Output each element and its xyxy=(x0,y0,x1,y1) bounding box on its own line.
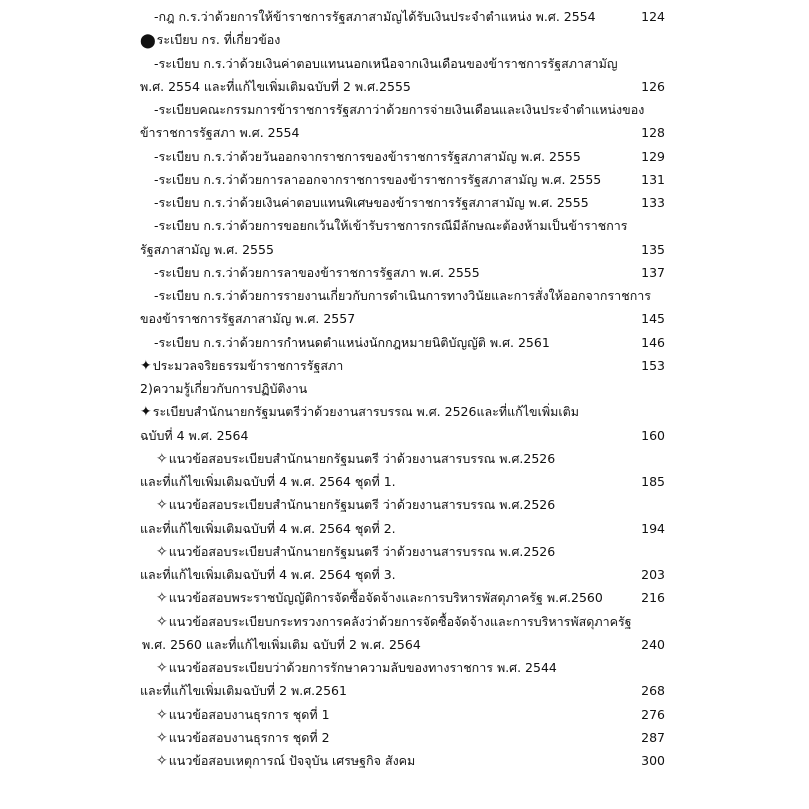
toc-entry-page-number: 145 xyxy=(641,311,665,327)
toc-entry-page-number: 268 xyxy=(641,683,665,699)
toc-entry xyxy=(0,5,809,28)
toc-entry-label: 2)ความรู้เกี่ยวกับการปฏิบัติงาน xyxy=(140,381,308,396)
toc-entry-text xyxy=(156,610,632,634)
toc-entry-page-number: 216 xyxy=(641,590,665,606)
toc-entry-label: -ระเบียบ ก.ร.ว่าด้วยการรายงานเกี่ยวกับการดำเนินการทางวินัยและการสั่งให้ออกจากราชการ xyxy=(154,288,651,303)
toc-entry-text xyxy=(140,121,299,144)
toc-entry-page-number: 133 xyxy=(641,195,665,210)
toc-entry-text xyxy=(140,307,355,330)
toc-entry xyxy=(0,726,809,749)
toc-entry xyxy=(0,470,809,493)
toc-entry-label: พ.ศ. 2560 และที่แก้ไขเพิ่มเติม ฉบับที่ 2 พ.ศ. 2564 xyxy=(142,636,421,652)
toc-entry-label: แนวข้อสอบระเบียบสำนักนายกรัฐมนตรี ว่าด้วยงานสารบรรณ พ.ศ.2526 xyxy=(168,450,556,466)
four-point-star-outline-icon: ✧ xyxy=(156,543,168,560)
toc-entry-text xyxy=(154,52,618,75)
toc-entry-page-number: 240 xyxy=(641,636,665,652)
toc-entry-page-number: 131 xyxy=(641,171,665,187)
toc-entry-text xyxy=(156,493,555,517)
toc-entry xyxy=(0,563,809,586)
toc-entry-page-number: 146 xyxy=(641,334,665,350)
toc-entry xyxy=(0,633,809,656)
toc-entry xyxy=(0,610,809,633)
toc-entry xyxy=(0,284,809,307)
bullet-dot-icon: ⬤ xyxy=(140,33,156,50)
toc-entry-text xyxy=(140,28,280,52)
toc-entry xyxy=(0,703,809,726)
four-point-star-outline-icon: ✧ xyxy=(156,729,168,746)
toc-entry-page-number: 300 xyxy=(641,753,665,768)
toc-entry-text xyxy=(156,540,555,564)
toc-entry-page-number: 276 xyxy=(641,706,665,722)
toc-entry-page-number: 137 xyxy=(641,264,665,280)
toc-entry-label: และที่แก้ไขเพิ่มเติมฉบับที่ 4 พ.ศ. 2564 ชุดที่ 3. xyxy=(140,567,396,582)
toc-entry xyxy=(0,307,809,330)
toc-entry-text xyxy=(156,447,555,471)
toc-entry-text xyxy=(154,214,628,237)
toc-entry-label: -ระเบียบคณะกรรมการข้าราชการรัฐสภาว่าด้วยการจ่ายเงินเดือนและเงินประจำตำแหน่งของ xyxy=(154,102,645,117)
toc-entry-text xyxy=(154,261,480,284)
toc-entry xyxy=(0,400,809,423)
toc-entry-text xyxy=(154,145,581,168)
toc-entry-page-number: 287 xyxy=(641,729,665,745)
toc-entry-text xyxy=(140,238,274,261)
toc-entry-text xyxy=(140,679,347,702)
toc-entry-label: ฉบับที่ 4 พ.ศ. 2564 xyxy=(140,427,249,443)
toc-entry xyxy=(0,145,809,168)
toc-entry xyxy=(0,517,809,540)
toc-entry-page-number: 185 xyxy=(641,474,665,489)
four-point-star-outline-icon: ✧ xyxy=(156,706,168,723)
toc-entry-page-number: 160 xyxy=(641,427,665,443)
toc-entry xyxy=(0,75,809,98)
toc-entry-label: ข้าราชการรัฐสภา พ.ศ. 2554 xyxy=(140,125,300,141)
toc-entry-page-number: 128 xyxy=(641,125,665,141)
toc-entry-text xyxy=(154,98,644,121)
toc-entry xyxy=(0,493,809,516)
toc-entry xyxy=(0,52,809,75)
toc-entry xyxy=(0,168,809,191)
toc-entry-text xyxy=(154,284,651,307)
toc-entry-label: แนวข้อสอบระเบียบกระทรวงการคลังว่าด้วยการจัดซื้อจัดจ้างและการบริหารพัสดุภาครัฐ xyxy=(168,613,632,629)
toc-entry-label: -ระเบียบ ก.ร.ว่าด้วยการลาของข้าราชการรัฐสภา พ.ศ. 2555 xyxy=(154,264,480,280)
toc-entry xyxy=(0,447,809,470)
toc-entry xyxy=(0,261,809,284)
toc-entry xyxy=(0,749,809,772)
toc-entry xyxy=(0,354,809,377)
toc-entry-label: แนวข้อสอบระเบียบสำนักนายกรัฐมนตรี ว่าด้วยงานสารบรรณ พ.ศ.2526 xyxy=(168,497,556,513)
toc-entry xyxy=(0,121,809,144)
toc-entry-label: รัฐสภาสามัญ พ.ศ. 2555 xyxy=(140,241,274,257)
toc-entry xyxy=(0,191,809,214)
toc-entry-text xyxy=(140,424,248,447)
toc-entry-text xyxy=(154,5,596,28)
toc-entry xyxy=(0,586,809,609)
toc-entry-text xyxy=(156,726,330,750)
toc-entry-label: -กฎ ก.ร.ว่าด้วยการให้ข้าราชการรัฐสภาสามัญได้รับเงินประจำตำแหน่ง พ.ศ. 2554 xyxy=(154,9,596,24)
toc-entry-label: แนวข้อสอบระเบียบสำนักนายกรัฐมนตรี ว่าด้วยงานสารบรรณ พ.ศ.2526 xyxy=(168,543,556,559)
toc-entry-text xyxy=(154,191,589,214)
toc-entry-label: ประมวลจริยธรรมข้าราชการรัฐสภา xyxy=(152,357,344,373)
toc-entry-label: -ระเบียบ ก.ร.ว่าด้วยการกำหนดตำแหน่งนักกฎหมายนิติบัญญัติ พ.ศ. 2561 xyxy=(154,334,550,350)
toc-entry-label: ของข้าราชการรัฐสภาสามัญ พ.ศ. 2557 xyxy=(140,311,356,327)
toc-entry-text xyxy=(156,586,603,610)
toc-entry-label: แนวข้อสอบงานธุรการ ชุดที่ 2 xyxy=(168,729,330,745)
four-point-star-outline-icon: ✧ xyxy=(156,660,168,676)
toc-entry-label: -ระเบียบ ก.ร.ว่าด้วยวันออกจากราชการของข้าราชการรัฐสภาสามัญ พ.ศ. 2555 xyxy=(154,148,581,164)
four-point-star-outline-icon: ✧ xyxy=(156,450,168,467)
toc-entry-text xyxy=(140,517,396,540)
toc-entry xyxy=(0,377,809,400)
toc-entry-text xyxy=(140,400,579,424)
toc-entry-text xyxy=(154,168,601,191)
toc-entry-text xyxy=(156,703,330,727)
toc-entry-page-number: 194 xyxy=(641,520,665,536)
toc-entry xyxy=(0,424,809,447)
toc-entry-label: และที่แก้ไขเพิ่มเติมฉบับที่ 4 พ.ศ. 2564 ชุดที่ 2. xyxy=(140,520,396,536)
toc-entry-page-number: 203 xyxy=(641,567,665,582)
toc-entry-page-number: 129 xyxy=(641,148,665,164)
toc-entry xyxy=(0,331,809,354)
toc-entry-page-number: 153 xyxy=(641,357,665,373)
toc-entry xyxy=(0,540,809,563)
toc-entry-text xyxy=(140,470,396,493)
toc-entry-label: และที่แก้ไขเพิ่มเติมฉบับที่ 2 พ.ศ.2561 xyxy=(140,683,347,699)
four-point-star-outline-icon: ✧ xyxy=(156,753,168,769)
toc-entry-page-number: 126 xyxy=(641,78,665,94)
toc-entry-label: ระเบียบ กร. ที่เกี่ยวข้อง xyxy=(156,32,281,48)
toc-entry-label: -ระเบียบ ก.ร.ว่าด้วยการขอยกเว้นให้เข้ารับราชการกรณีมีลักษณะต้องห้ามเป็นข้าราชการ xyxy=(154,218,628,234)
toc-entry-label: และที่แก้ไขเพิ่มเติมฉบับที่ 4 พ.ศ. 2564 ชุดที่ 1. xyxy=(140,474,396,489)
toc-entry-text xyxy=(156,656,557,680)
toc-entry-text xyxy=(154,331,550,354)
four-point-star-icon: ✦ xyxy=(140,357,152,374)
four-point-star-outline-icon: ✧ xyxy=(156,613,168,630)
toc-entry-label: -ระเบียบ ก.ร.ว่าด้วยการลาออกจากราชการของข้าราชการรัฐสภาสามัญ พ.ศ. 2555 xyxy=(154,171,602,187)
toc-entry-text xyxy=(156,749,415,773)
toc-entry-label: แนวข้อสอบพระราชบัญญัติการจัดซื้อจัดจ้างและการบริหารพัสดุภาครัฐ พ.ศ.2560 xyxy=(168,590,603,606)
toc-entry-text xyxy=(140,377,307,400)
four-point-star-outline-icon: ✧ xyxy=(156,497,168,514)
toc-entry-page-number: 135 xyxy=(641,241,665,257)
toc-entry-label: แนวข้อสอบเหตุการณ์ ปัจจุบัน เศรษฐกิจ สังคม xyxy=(168,753,416,768)
toc-entry xyxy=(0,238,809,261)
toc-entry xyxy=(0,679,809,702)
toc-entry-label: แนวข้อสอบระเบียบว่าด้วยการรักษาความลับของทางราชการ พ.ศ. 2544 xyxy=(168,660,557,675)
four-point-star-outline-icon: ✧ xyxy=(156,590,168,607)
toc-entry-label: ระเบียบสำนักนายกรัฐมนตรีว่าด้วยงานสารบรรณ พ.ศ. 2526และที่แก้ไขเพิ่มเติม xyxy=(152,404,579,420)
four-point-star-icon: ✦ xyxy=(140,404,152,421)
toc-entry-text xyxy=(140,75,411,98)
toc-entry xyxy=(0,28,809,51)
toc-entry-label: -ระเบียบ ก.ร.ว่าด้วยเงินค่าตอบแทนนอกเหนือจากเงินเดือนของข้าราชการรัฐสภาสามัญ xyxy=(154,55,618,71)
toc-entry-label: -ระเบียบ ก.ร.ว่าด้วยเงินค่าตอบแทนพิเศษของข้าราชการรัฐสภาสามัญ พ.ศ. 2555 xyxy=(154,195,589,210)
toc-entry xyxy=(0,656,809,679)
toc-entry xyxy=(0,98,809,121)
toc-entry-text xyxy=(140,563,396,586)
toc-entry-label: พ.ศ. 2554 และที่แก้ไขเพิ่มเติมฉบับที่ 2 พ.ศ.2555 xyxy=(140,78,411,94)
toc-entry-page-number: 124 xyxy=(641,9,665,24)
toc-entry xyxy=(0,214,809,237)
toc-entry-label: แนวข้อสอบงานธุรการ ชุดที่ 1 xyxy=(168,706,330,722)
toc-entry-text xyxy=(142,633,421,656)
toc-entry-text xyxy=(140,354,343,378)
